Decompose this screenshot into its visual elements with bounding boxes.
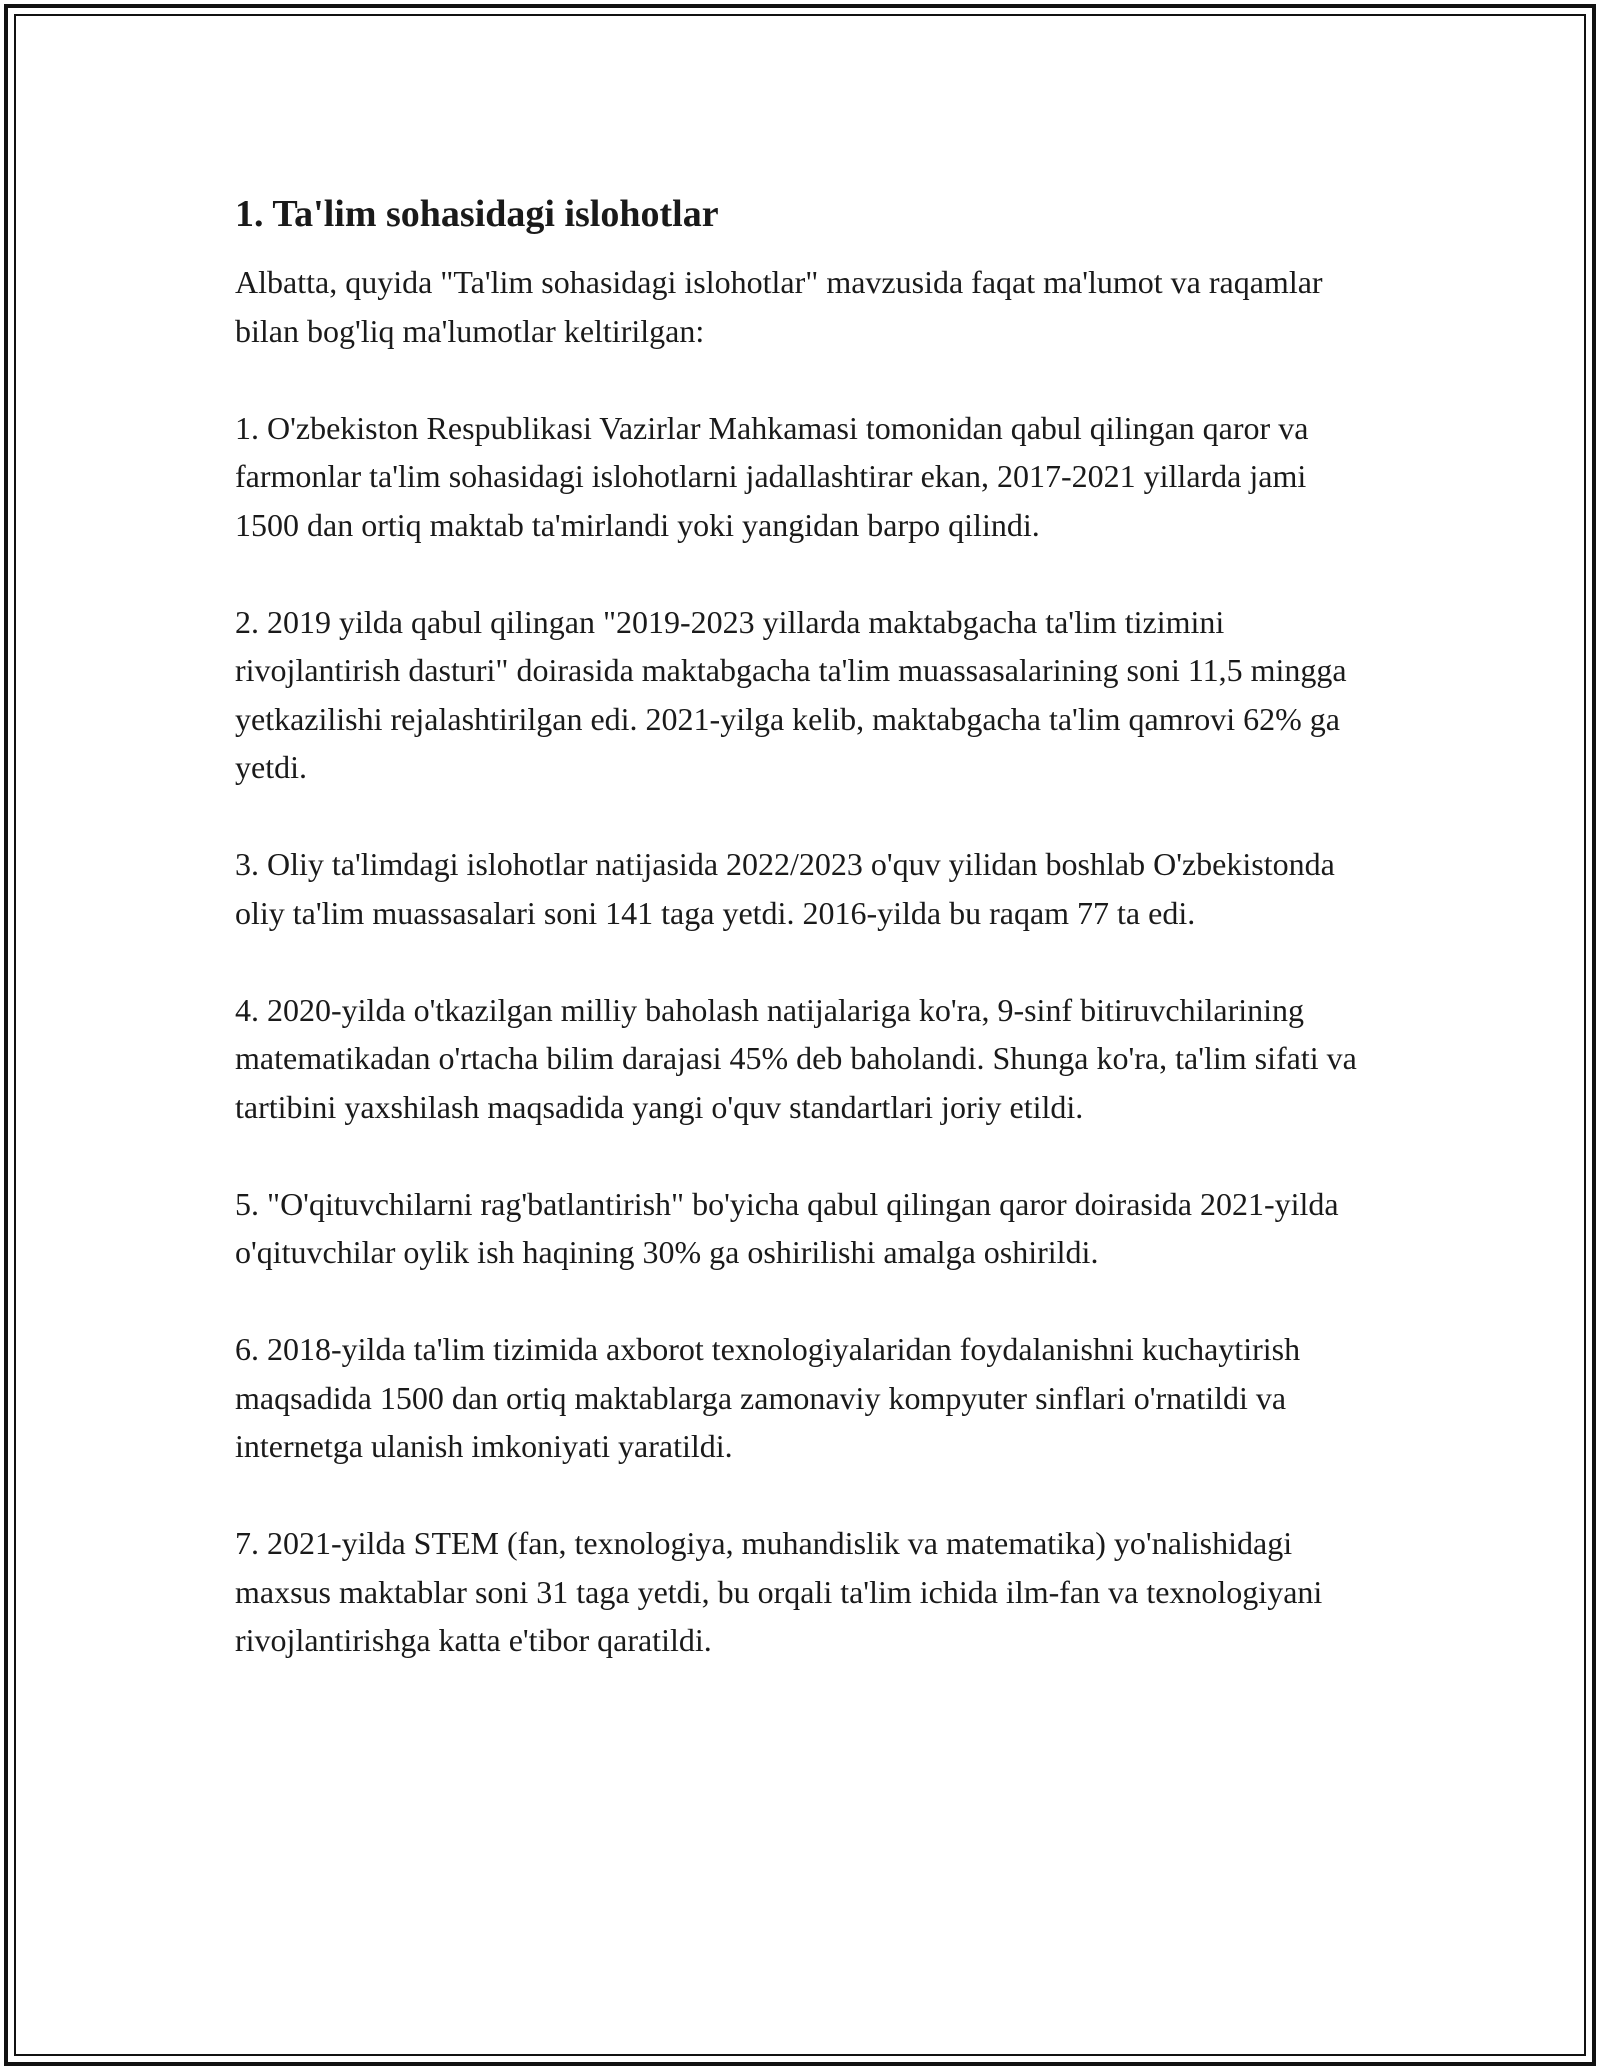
- list-item-6: 6. 2018-yilda ta'lim tizimida axborot texnologiyalaridan foydalanishni kuchaytirish maqsadida 1500 dan ortiq maktablarga zamonaviy kompyuter sinflari o'rnatildi va internetga ulanish imkoniyati yaratildi.: [235, 1331, 1301, 1464]
- list-item-2: 2. 2019 yilda qabul qilingan "2019-2023 yillarda maktabgacha ta'lim tizimini rivojlantirish dasturi" doirasida maktabgacha ta'lim muassasalarining soni 11,5 mingga yetkazilishi rejalashtirilgan edi. 2021-yilga kelib, maktabgacha ta'lim qamrovi 62% ga yetdi.: [235, 603, 1347, 785]
- page-title: 1. Ta'lim sohasidagi islohotlar: [235, 193, 719, 235]
- list-item-1: 1. O'zbekiston Respublikasi Vazirlar Mahkamasi tomonidan qabul qilingan qaror va farmonlar ta'lim sohasidagi islohotlarni jadallashtirar ekan, 2017-2021 yillarda jami 1500 dan ortiq maktab ta'mirlandi yoki yangidan barpo qilindi.: [235, 409, 1309, 543]
- list-item-3: 3. Oliy ta'limdagi islohotlar natijasida 2022/2023 o'quv yilidan boshlab O'zbekistonda oliy ta'lim muassasalari soni 141 taga yetdi. 2016-yilda bu raqam 77 ta edi.: [235, 846, 1335, 931]
- list-item-7: 7. 2021-yilda STEM (fan, texnologiya, muhandislik va matematika) yo'nalishidagi maxsus maktablar soni 31 taga yetdi, bu orqali ta'lim ichida ilm-fan va texnologiyani rivojlantirishga katta e'tibor qaratildi.: [235, 1525, 1323, 1658]
- intro-paragraph: Albatta, quyida "Ta'lim sohasidagi islohotlar" mavzusida faqat ma'lumot va raqamlar bilan bog'liq ma'lumotlar keltirilgan:: [235, 264, 1323, 349]
- list-item-5: 5. "O'qituvchilarni rag'batlantirish" bo'yicha qabul qilingan qaror doirasida 2021-yilda o'qituvchilar oylik ish haqining 30% ga oshirilishi amalga oshirildi.: [235, 1185, 1339, 1270]
- document-body: [235, 186, 1375, 1713]
- list-item-4: 4. 2020-yilda o'tkazilgan milliy baholash natijalariga ko'ra, 9-sinf bitiruvchilarining matematikadan o'rtacha bilim darajasi 45% deb baholandi. Shunga ko'ra, ta'lim sifati va tartibini yaxshilash maqsadida yangi o'quv standartlari joriy etildi.: [235, 991, 1357, 1125]
